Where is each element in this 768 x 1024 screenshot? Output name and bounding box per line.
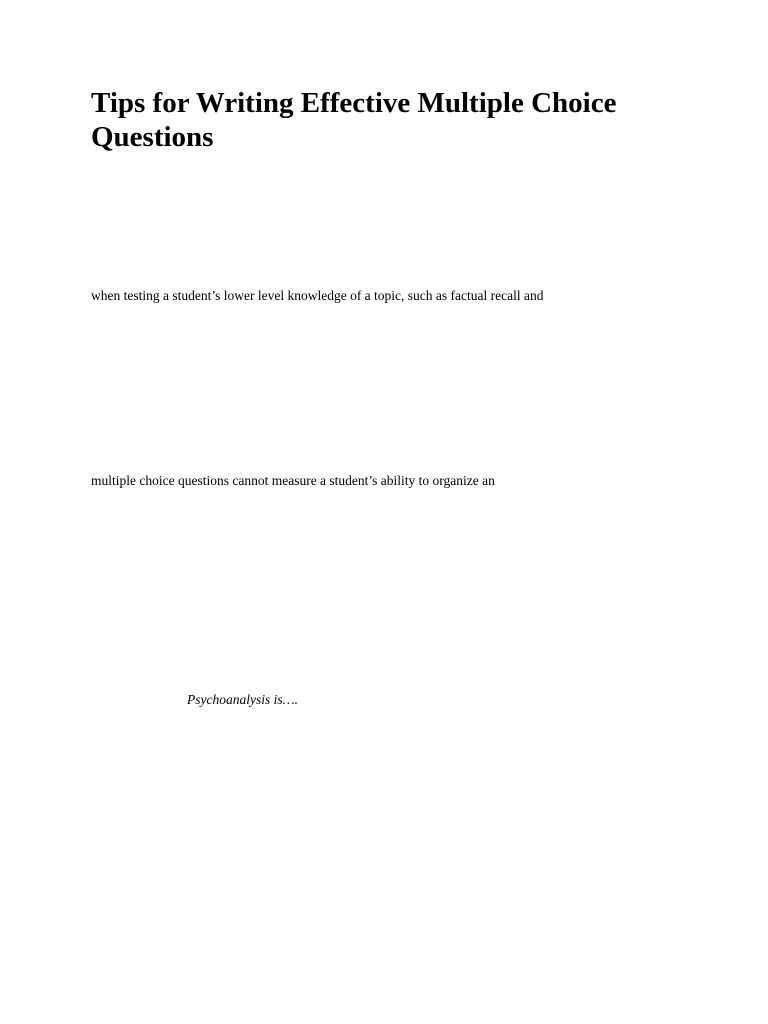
paragraph-organize-ability: multiple choice questions cannot measure a student’s ability to organize an [91,473,495,488]
paragraph-lower-level-knowledge: when testing a student’s lower level knowledge of a topic, such as factual recall and [91,288,544,303]
document-title: Tips for Writing Effective Multiple Choice Questions [91,87,617,153]
example-question-stem: Psychoanalysis is…. [187,692,298,707]
